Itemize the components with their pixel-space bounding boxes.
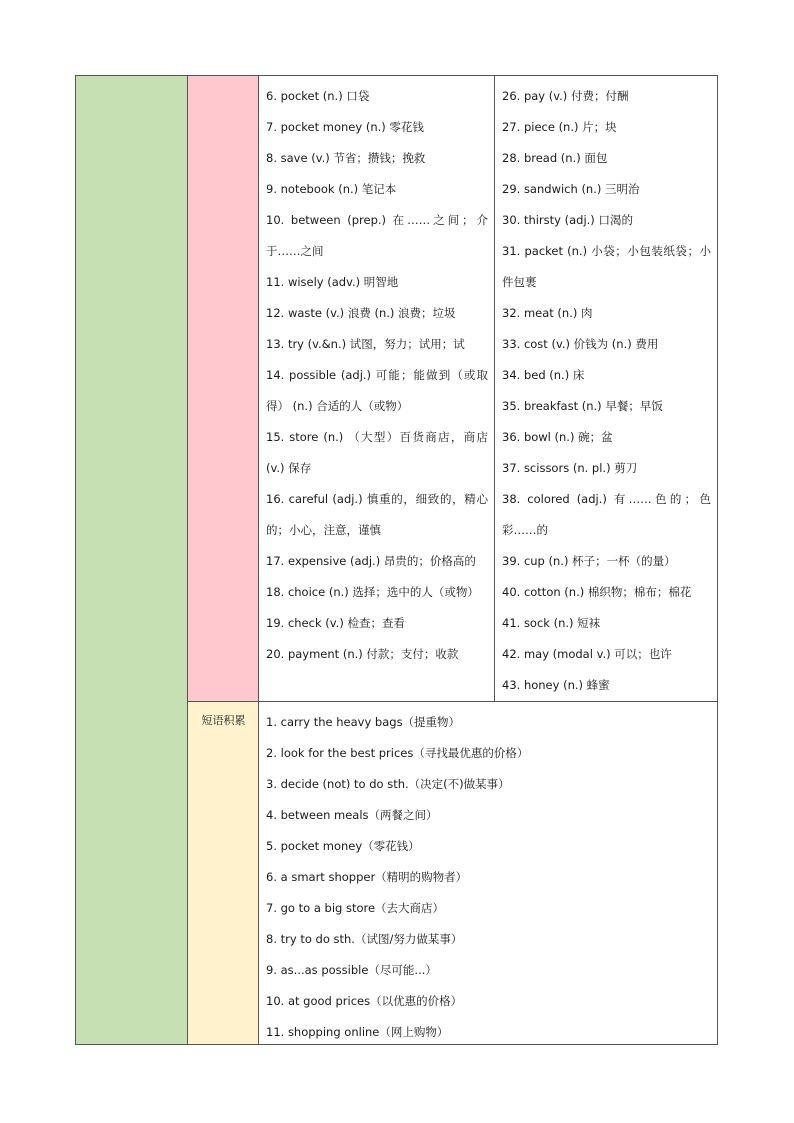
vocab-item: 17. expensive (adj.) 昂贵的；价格高的 [266, 554, 476, 568]
vocab-item: 31. packet (n.) 小袋；小包装纸袋；小件包裹 [502, 244, 711, 289]
vocab-item: 15. store (n.) （大型）百货商店，商店 (v.) 保存 [266, 430, 488, 475]
vocab-item: 38. colored (adj.) 有……色的；色彩……的 [502, 492, 711, 537]
phrase-item: 1. carry the heavy bags（提重物） [266, 715, 461, 729]
vocab-item: 26. pay (v.) 付费；付酬 [502, 89, 629, 103]
vocab-item: 11. wisely (adv.) 明智地 [266, 275, 399, 289]
vocab-item: 32. meat (n.) 肉 [502, 306, 593, 320]
vocab-item: 7. pocket money (n.) 零花钱 [266, 120, 424, 134]
vocab-item: 9. notebook (n.) 笔记本 [266, 182, 397, 196]
vocab-item: 16. careful (adj.) 慎重的，细致的，精心的；小心，注意，谨慎 [266, 492, 488, 537]
phrases-label: 短语积累 [201, 714, 246, 727]
vocab-item: 8. save (v.) 节省；攒钱；挽救 [266, 151, 426, 165]
vocab-item: 34. bed (n.) 床 [502, 368, 585, 382]
phrase-item: 6. a smart shopper（精明的购物者） [266, 870, 468, 884]
vocab-item: 6. pocket (n.) 口袋 [266, 89, 370, 103]
vocab-item: 33. cost (v.) 价钱为 (n.) 费用 [502, 337, 659, 351]
phrase-item: 7. go to a big store（去大商店） [266, 901, 445, 915]
vocab-item: 20. payment (n.) 付款；支付；收款 [266, 647, 459, 661]
vocab-item: 28. bread (n.) 面包 [502, 151, 608, 165]
vocab-item: 10. between (prep.) 在……之间；介于……之间 [266, 213, 488, 258]
vocab-item: 18. choice (n.) 选择；选中的人（或物） [266, 585, 479, 599]
vocabulary-list-right [495, 76, 717, 701]
vocabulary-list-left [259, 76, 495, 701]
vocabulary-content [259, 76, 717, 701]
vocab-item: 29. sandwich (n.) 三明治 [502, 182, 640, 196]
phrases-label-cell [188, 701, 259, 1044]
vocab-item: 39. cup (n.) 杯子；一杯（的量） [502, 554, 676, 568]
phrase-item: 3. decide (not) to do sth.（决定(不)做某事） [266, 777, 510, 791]
section-column [76, 76, 188, 1044]
phrase-item: 8. try to do sth.（试图/努力做某事） [266, 932, 463, 946]
vocabulary-table [75, 75, 718, 1045]
vocab-item: 14. possible (adj.) 可能；能做到（或取得） (n.) 合适的人（或物） [266, 368, 488, 413]
phrase-item: 2. look for the best prices（寻找最优惠的价格） [266, 746, 529, 760]
vocab-item: 37. scissors (n. pl.) 剪刀 [502, 461, 638, 475]
vocab-item: 43. honey (n.) 蜂蜜 [502, 678, 610, 692]
vocabulary-label-cell [188, 76, 259, 701]
vocab-item: 36. bowl (n.) 碗；盆 [502, 430, 613, 444]
vocab-item: 19. check (v.) 检查；查看 [266, 616, 405, 630]
vocab-item: 42. may (modal v.) 可以；也许 [502, 647, 672, 661]
phrase-item: 9. as...as possible（尽可能...） [266, 963, 437, 977]
phrase-item: 5. pocket money（零花钱） [266, 839, 420, 853]
vocab-item: 27. piece (n.) 片；块 [502, 120, 617, 134]
vocab-item: 12. waste (v.) 浪费 (n.) 浪费；垃圾 [266, 306, 456, 320]
phrase-item: 4. between meals（两餐之间） [266, 808, 438, 822]
vocab-item: 13. try (v.&n.) 试图，努力；试用；试 [266, 337, 465, 351]
vocab-item: 35. breakfast (n.) 早餐；早饭 [502, 399, 663, 413]
phrase-item: 10. at good prices（以优惠的价格） [266, 994, 463, 1008]
vocab-item: 40. cotton (n.) 棉织物；棉布；棉花 [502, 585, 692, 599]
phrase-item: 11. shopping online（网上购物） [266, 1025, 449, 1039]
vocab-item: 41. sock (n.) 短袜 [502, 616, 601, 630]
vocab-item: 30. thirsty (adj.) 口渴的 [502, 213, 633, 227]
phrases-list [259, 701, 717, 1044]
